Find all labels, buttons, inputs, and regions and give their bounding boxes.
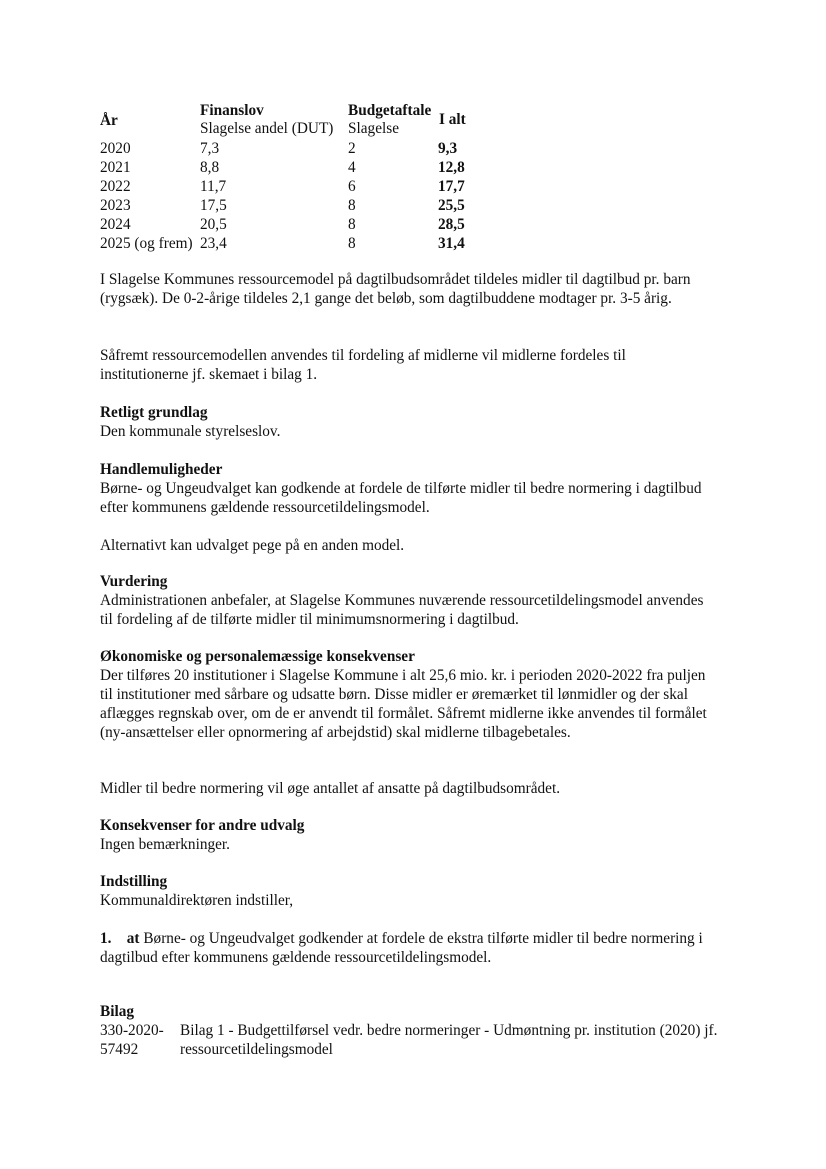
section-okonomi (100, 647, 710, 742)
header-total: I alt (439, 111, 466, 128)
section-indstilling (100, 872, 710, 910)
attachment-ref: 330-2020- 57492 (100, 1022, 164, 1058)
cell-finanslov: 20,5 (200, 216, 227, 233)
cell-year: 2023 (100, 197, 131, 214)
cell-finanslov: 23,4 (200, 235, 227, 252)
cell-budget: 8 (348, 216, 356, 233)
section-text: Ingen bemærkninger. (100, 836, 230, 853)
section-text: Administrationen anbefaler, at Slagelse Kommunes nuværende ressourcetildelingsmodel anvendes til fordeling af de tilførte midler til minimumsnormering i dagtilbud. (100, 592, 704, 628)
cell-total: 28,5 (438, 216, 465, 233)
cell-total: 17,7 (438, 178, 465, 195)
cell-budget: 4 (348, 159, 356, 176)
section-heading: Konsekvenser for andre udvalg (100, 817, 305, 834)
funding-table (100, 102, 500, 252)
header-budget-sub: Slagelse (348, 120, 399, 137)
header-finanslov: Finanslov (200, 102, 264, 119)
section-handlemuligheder (100, 460, 710, 517)
cell-budget: 2 (348, 140, 356, 157)
item-number: 1. (100, 930, 112, 947)
section-heading: Bilag (100, 1003, 134, 1020)
header-finanslov-sub: Slagelse andel (DUT) (200, 120, 334, 137)
section-text: Den kommunale styrelseslov. (100, 423, 281, 440)
section-text: Kommunaldirektøren indstiller, (100, 892, 294, 909)
cell-year: 2020 (100, 140, 131, 157)
header-year: År (100, 112, 118, 129)
intro-paragraph-2 (100, 346, 710, 384)
section-okonomi-2 (100, 779, 710, 798)
table-row (100, 158, 500, 177)
intro-text-1: I Slagelse Kommunes ressourcemodel på dagtilbudsområdet tildeles midler til dagtilbud pr. barn (rygsæk). De 0-2-årige tildeles 2,1 gange det beløb, som dagtilbuddene modtager pr. 3-5 årig. (100, 271, 691, 307)
cell-total: 31,4 (438, 235, 465, 252)
cell-budget: 8 (348, 197, 356, 214)
table-row (100, 196, 500, 215)
cell-finanslov: 11,7 (200, 178, 227, 195)
section-heading: Økonomiske og personalemæssige konsekvenser (100, 648, 415, 665)
header-budget: Budgetaftale (348, 102, 432, 119)
cell-total: 12,8 (438, 159, 465, 176)
section-retligt (100, 403, 710, 441)
section-vurdering (100, 572, 710, 629)
cell-total: 9,3 (438, 140, 458, 157)
cell-finanslov: 17,5 (200, 197, 227, 214)
section-text: Børne- og Ungeudvalget kan godkende at fordele de tilførte midler til bedre normering i dagtilbud efter kommunens gældende ressourcetildelingsmodel. (100, 480, 702, 516)
section-heading: Vurdering (100, 573, 168, 590)
recommendation-item (100, 929, 710, 967)
table-row (100, 177, 500, 196)
cell-year: 2021 (100, 159, 131, 176)
cell-year: 2024 (100, 216, 131, 233)
cell-finanslov: 8,8 (200, 159, 220, 176)
table-row (100, 234, 500, 253)
section-konsekvenser (100, 816, 710, 854)
cell-budget: 8 (348, 235, 356, 252)
cell-budget: 6 (348, 178, 356, 195)
table-row (100, 215, 500, 234)
section-heading: Indstilling (100, 873, 168, 890)
cell-year: 2025 (og frem) (100, 235, 193, 252)
cell-year: 2022 (100, 178, 131, 195)
item-text: Børne- og Ungeudvalget godkender at fordele de ekstra tilførte midler til bedre normering i dagtilbud efter kommunens gældende ressourcetildelingsmodel. (100, 930, 703, 966)
attachment-title[interactable]: Bilag 1 - Budgettilførsel vedr. bedre normeringer - Udmøntning pr. institution (2020) jf. ressourcetildelingsmodel (180, 1022, 718, 1058)
cell-finanslov: 7,3 (200, 140, 220, 157)
intro-paragraph (100, 270, 710, 308)
cell-total: 25,5 (438, 197, 465, 214)
section-handlemuligheder-2 (100, 536, 710, 555)
section-text-2: Midler til bedre normering vil øge antallet af ansatte på dagtilbudsområdet. (100, 780, 561, 797)
item-lead: at (126, 930, 140, 947)
section-bilag (100, 1002, 710, 1021)
section-text-2: Alternativt kan udvalget pege på en anden model. (100, 537, 405, 554)
section-heading: Retligt grundlag (100, 404, 208, 421)
table-row (100, 139, 500, 158)
section-heading: Handlemuligheder (100, 461, 223, 478)
section-text: Der tilføres 20 institutioner i Slagelse Kommune i alt 25,6 mio. kr. i perioden 2020-2022 fra puljen til institutioner med sårbare og udsatte børn. Disse midler er øremærket til lønmidler og der skal aflægges regnskab over, om de er anvendt til formålet. Såfremt midlerne ikke anvendes til formålet (ny-ansættelser eller opnormering af arbejdstid) skal midlerne tilbagebetales. (100, 667, 707, 741)
intro-text-2: Såfremt ressourcemodellen anvendes til fordeling af midlerne vil midlerne fordeles til institutionerne jf. skemaet i bilag 1. (100, 347, 626, 383)
